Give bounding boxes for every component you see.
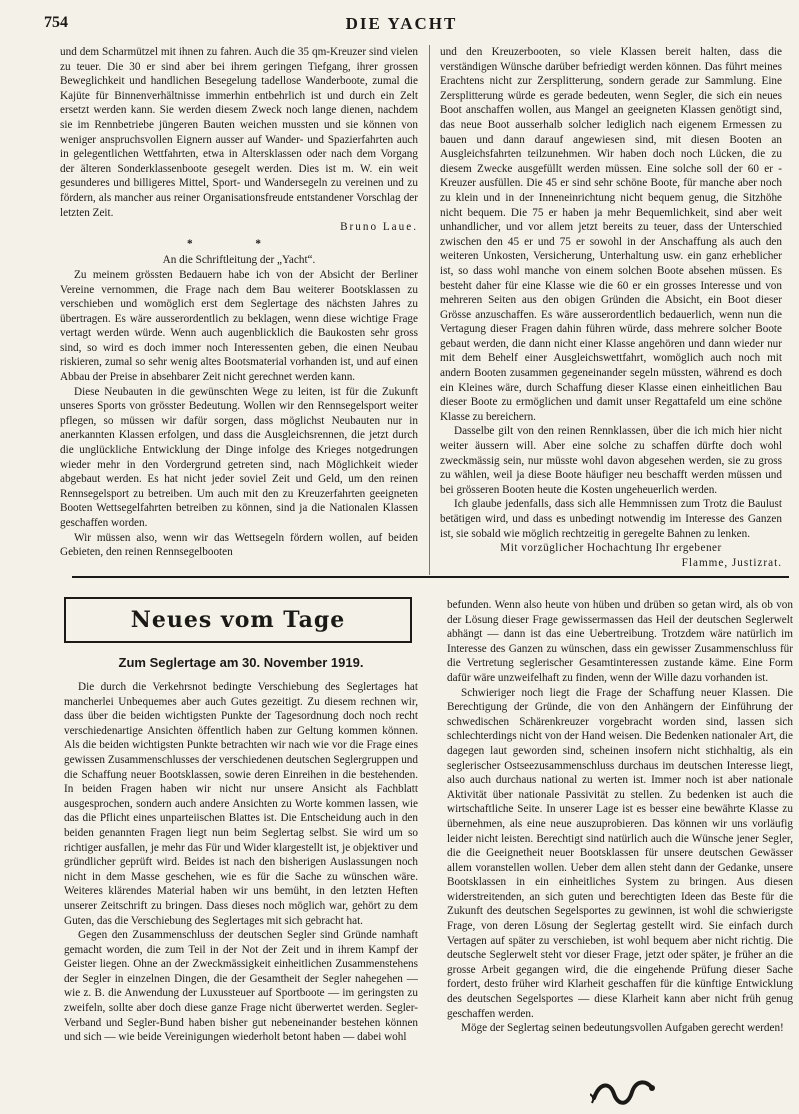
- column-divider: [429, 45, 430, 575]
- section-rule: [72, 576, 789, 578]
- paragraph: Die durch die Verkehrsnot bedingte Verschiebung des Seglertages hat mancherlei Unbequemes aber auch Gutes gezeitigt. Zu diesem rechnen wir, dass über die beiden wichtigsten Punkte der Tagesordnung doch noch recht verschiedenartige Ansichten öffentlich haben zur Geltung kommen können. Als die beiden wichtigsten Punkte betrachten wir nach wie vor die Frage eines gewissen Zusammenschlusses der verschiedenen deutschen Seglergruppen und die Schaffung neuer Bootsklassen, sowie deren Einreihen in die bestehenden. In beiden Fragen haben wir nicht nur unsere Ansicht als Fachblatt ausgesprochen, sondern auch andere Ansichten zu Worte kommen lassen, wie das die Pflicht eines unparteiischen Blattes ist. Die Entscheidung auch in den beiden genannten Fragen liegt nun beim Seglertag selbst. Sie wird um so richtiger ausfallen, je mehr das Für und Wider klargestellt ist, je objektiver und gründlicher geprüft wird. Beides ist nach den bisherigen Auslassungen noch nicht in dem Masse geschehen, wie es für die Sache zu wünschen wäre. Weiteres klärendes Material haben wir uns bemüht, in den letzten Heften unserer Zeitschrift zu bringen. Dass dieses noch möglich war, gehört zu dem Guten, das die Verschiebung des Seglertages mit sich gebracht hat.: [64, 681, 418, 927]
- paragraph: Zu meinem grössten Bedauern habe ich von der Absicht der Berliner Vereine vernommen, die Frage nach dem Bau weiterer Bootsklassen zu verschieben und womöglich erst dem Seglertage des nächsten Jahres zu übertragen. Es wäre ausserordentlich zu beklagen, wenn diese wichtige Frage vertagt werden würde. Wenn auch augenblicklich die Baukosten sehr gross sind, so wird es doch immer noch Interessenten geben, die einen Neubau riskieren, zumal so sehr wenig altes Bootsmaterial vorhanden ist, und auf einen Abbau der Preise in absehbarer Zeit nicht gerechnet werden kann.: [60, 268, 418, 384]
- closing-line: Mit vorzüglicher Hochachtung Ihr ergebener: [500, 542, 722, 555]
- signature: Bruno Laue.: [340, 221, 418, 234]
- article-title: Zum Seglertage am 30. November 1919.: [118, 655, 364, 670]
- section-heading-box: [64, 597, 412, 643]
- column-4: [447, 598, 793, 1068]
- paragraph: befunden. Wenn also heute von hüben und drüben so getan wird, als ob von der Lösung dieser Frage gewissermassen das Heil der deutschen Seglerwelt abhängt — dann ist das eine Uebertreibung. Trotzdem wäre natürlich im Interesse des Ganzen zu wünschen, dass ein gewisser Zusammenschluss für die Vertretung seglerischer Gesamtinteressen zustande käme. Eine Form dafür wäre unzweifelhaft zu finden, wenn der Wille dazu vorhanden ist.: [447, 599, 793, 684]
- paragraph: Dasselbe gilt von den reinen Rennklassen, über die ich mich hier nicht weiter äussern will. Aber eine solche zu schaffen dürfte doch wohl zweckmässig sein, nur müsste wohl davon abgesehen werden, sie zu gross zu wählen, weil ja diese Boote häufiger neu beschafft werden müssen und bei grösseren Booten heute die Kosten ungeheuerlich werden.: [440, 425, 782, 496]
- page-header: [44, 14, 759, 38]
- page-number: 754: [44, 14, 68, 31]
- paragraph: und den Kreuzerbooten, so viele Klassen bereit halten, dass die verständigen Wünsche darüber befriedigt werden können. Das führt meines Erachtens nicht zur Zersplitterung, sondern gerade zur Sammlung. Eine Zersplitterung würde es gerade bedeuten, wenn Segler, die sich ein neues Boot anschaffen wollen, aus Mangel an geeigneten Klassen genötigt sind, das neue Boot ausserhalb solcher lediglich nach eigenem Ermessen zu bauen und dann darauf angewiesen sind, mit diesen Booten an Ausgleichsfahrten teilzunehmen. Wir haben doch noch Lücken, die zu diesem Zwecke ausgefüllt werden müssen. Eine solche soll der 60 er - Kreuzer ausfüllen. Die 45 er sind sehr schöne Boote, für manche aber noch zu klein und in der Inneneinrichtung nicht bequem genug, die Sitzhöhe nicht bequem. Die 75 er haben ja mehr Bequemlichkeit, sind aber weit unhandlicher, und vor allem jetzt bereits zu teuer, dass der Unterschied zwischen den 45 er und 75 er sowohl in der Anschaffung als auch den weiteren Unkosten, Versicherung, Unterhaltung usw. ein ganz erheblicher ist, so dass wohl manche von einem solchen Boote absehen müssen. Es besteht daher für eine Klasse wie die 60 er ein grosses Interesse und von mehreren Seiten aus den obigen Gründen die Absicht, ein Boot dieser Grösse anzuschaffen. Es wäre ausserordentlich bedauerlich, wenn nun die Vertagung dieser Fragen dahin führen würde, dass mehrere solcher Boote gebaut werden, die dann nicht einer Klasse angehören und dann wieder nur mit dem Behelf einer Ausgleichswettfahrt, womöglich auch noch mit andern Booten zusammen gegeneinander segeln müssten, während es doch ein Kleines wäre, durch Schaffung dieser Klasse einen einheitlichen Bau dieser Boote zu ermöglichen und damit unser Regattafeld um eine schöne Klasse zu bereichern.: [440, 46, 782, 423]
- running-title: DIE YACHT: [345, 14, 458, 33]
- letter-title: An die Schriftleitung der „Yacht“.: [162, 254, 316, 267]
- paragraph: Ich glaube jedenfalls, dass sich alle Hemmnissen zum Trotz die Baulust betätigen wird, und dass es unbedingt notwendig im Interesse des Ganzen ist, sie sobald wie möglich rechtzeitig in geregelte Bahnen zu lenken.: [440, 498, 782, 540]
- separator-stars: * *: [187, 237, 291, 250]
- signature: Flamme, Justizrat.: [681, 556, 782, 569]
- paragraph: Schwieriger noch liegt die Frage der Schaffung neuer Klassen. Die Berechtigung der Gründe, die von den Anhängern der Einführung der schwedischen Schärenkreuzer vorgebracht worden sind, lassen sich schlechterdings nicht von der Hand weisen. Die Bedenken nationaler Art, die dagegen laut geworden sind, scheinen insofern nicht stichhaltig, als ein seglerischer Ostseezusammenschluss durchaus im deutschen Interesse liegt, also auch durchaus national zu werten ist. Immer noch ist aber nationale Aktivität über nationale Passivität zu stellen. Zu bedenken ist auch die wirtschaftliche Seite. In unserer Lage ist es besser eine bewährte Klasse zu übernehmen, als eine neue auszuprobieren. Das können wir uns vorläufig leider nicht leisten. Berechtigt sind natürlich auch die Wünsche jener Segler, die die Geeignetheit neuer Bootsklassen für unsere deutschen Gewässer allem voranstellen wollen. Ueber dem allen steht dann der Gedanke, unsere Bootsklassen in ein einheitliches System zu bringen. Aus diesen widerstreitenden, an sich guten und berechtigten Ideen das Beste für die Zukunft des deutschen Segelsportes zu gewinnen, ist wohl die schwierigste Frage, von deren Lösung der Seglertag gestellt wird. Sie einfach durch Vertagen auf später zu verschieben, ist wohl bequem aber nicht richtig. Die deutsche Seglerwelt steht vor dieser Frage, jetzt oder später, je früher an die grosse Arbeit gegangen wird, die die eingehende Prüfung dieser Sache fordert, desto früher wird Klarheit geschaffen für die künftige Entwicklung des deutschen Segelsportes — diese Klarheit kann aber nicht früh genug geschaffen werden.: [447, 686, 793, 1020]
- column-2: [440, 45, 782, 575]
- column-3: [64, 680, 418, 1105]
- paragraph: Gegen den Zusammenschluss der deutschen Segler sind Gründe namhaft gemacht worden, die zum Teil in der Not der Zeit und in ihrem Kampf der Geister liegen. Ohne an der Zweckmässigkeit einheitlichen Zusammenstehens der Segler in einzelnen Dingen, die der Gesamtheit der Segler nahegehen — wie z. B. die Anwendung der Luxussteuer auf Sportboote — im geringsten zu zweifeln, sollte aber doch diese ganze Frage nicht überwertet werden. Segler-Verband und Segler-Bund haben bisher gut nebeneinander bestehen können und sich — wie beide Vereinigungen wiederholt betont haben — dabei wohl: [64, 929, 418, 1044]
- section-title: Neues vom Tage: [130, 607, 346, 633]
- paragraph: Wir müssen also, wenn wir das Wettsegeln fördern wollen, auf beiden Gebieten, den reinen Rennsegelbooten: [60, 531, 418, 559]
- column-1: [60, 45, 418, 570]
- paragraph: und dem Scharmützel mit ihnen zu fahren. Auch die 35 qm-Kreuzer sind vielen zu teuer. Die 30 er sind aber bei ihrem geringen Tiefgang, ihrer grossen Beweglichkeit und handlichen Besegelung tadellose Wanderboote, zumal die Kajüte für Binnenverhältnisse immerhin entbehrlich ist und durch ein Zelt ersetzt werden kann. Sie werden diesem Zweck noch lange dienen, nachdem sie im Rennbetriebe jüngeren Bauten weichen mussten und sie können von weniger anspruchsvollen Eignern ausser auf Wander- und Spazierfahrten auch in gelegentlichen Wettfahrten, etwa in Altersklassen oder nach dem Vorgang der älteren Sonderklassenboote gesegelt werden. Dies ist m. W. ein weit gesunderes und billigeres Mittel, Sport- und Wandersegeln zu vereinen und zu fördern, als mancher aus reiner Organisationsfreude entstandener Vorschlag der letzten Zeit.: [60, 46, 418, 219]
- paragraph: Möge der Seglertag seinen bedeutungsvollen Aufgaben gerecht werden!: [461, 1022, 784, 1035]
- sea-serpent-ornament-icon: [590, 1072, 660, 1108]
- paragraph: Diese Neubauten in die gewünschten Wege zu leiten, ist für die Zukunft unseres Sports von grösster Bedeutung. Wollen wir den Rennsegelsport weiter pflegen, so müssen wir dafür sorgen, dass möglichst Neubauten nur in anerkannten Klassen erfolgen, und dass die Ausgleichsrennen, die jetzt durch die unglückliche Entwicklung der Dinge infolge des Krieges notgedrungen wieder mehr in den Vordergrund getreten sind, nach Möglichkeit wieder abgebaut werden. Es hat nicht jeder soviel Zeit und Geld, um den reinen Rennsegelsport zu betreiben. Um auch mit den zu Kreuzerfahrten geeigneten Booten Wettsegelfahrten betreiben zu können, sind ja die Nationalen Klassen geschaffen worden.: [60, 385, 418, 529]
